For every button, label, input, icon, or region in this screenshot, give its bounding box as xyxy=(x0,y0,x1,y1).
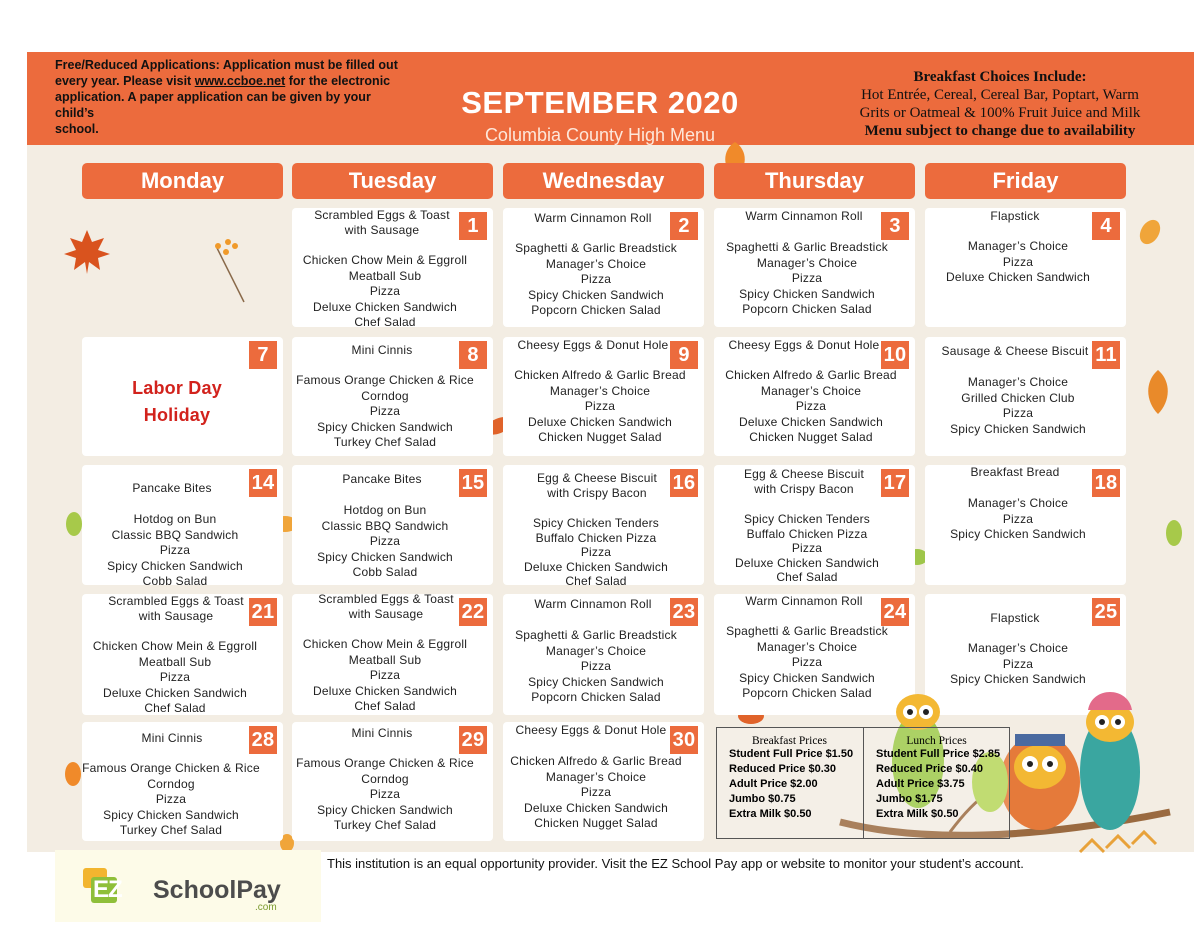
day-number: 24 xyxy=(881,598,909,626)
lunch-items: Spaghetti & Garlic Breadstick Manager’s Choice Pizza Spicy Chicken Sandwich Popcorn Chicken Salad xyxy=(515,628,677,704)
page-subtitle: Columbia County High Menu xyxy=(484,125,716,145)
lunch-items: Famous Orange Chicken & Rice Corndog Pizza Spicy Chicken Sandwich Turkey Chef Salad xyxy=(296,373,474,449)
day-number: 2 xyxy=(670,212,698,240)
day-cell-3 xyxy=(714,208,915,327)
day-cell-22 xyxy=(292,594,493,715)
breakfast-choices-line: Grits or Oatmeal & 100% Fruit Juice and Milk xyxy=(859,105,1141,121)
day-number: 29 xyxy=(459,726,487,754)
day-number: 11 xyxy=(1092,341,1120,369)
lunch-items: Chicken Alfredo & Garlic Bread Manager’s Choice Pizza Deluxe Chicken Sandwich Chicken Nugget Salad xyxy=(514,368,686,444)
breakfast-choices-heading: Breakfast Choices Include: xyxy=(913,69,1087,85)
day-cell-9 xyxy=(503,337,704,456)
ccboe-link[interactable]: www.ccboe.net xyxy=(194,74,286,88)
lunch-items: Manager’s Choice Pizza Spicy Chicken Sandwich xyxy=(950,496,1086,541)
lunch-items: Spicy Chicken Tenders Buffalo Chicken Pizza Pizza Deluxe Chicken Sandwich Chef Salad xyxy=(523,516,668,588)
notice-line: Free/Reduced Applications: Application must be filled out xyxy=(55,58,398,72)
holiday-label: Labor Day Holiday xyxy=(132,378,222,425)
leaf-icon xyxy=(1162,518,1186,548)
price-line: Student Full Price $1.50 xyxy=(729,748,854,760)
price-line: Reduced Price $0.40 xyxy=(876,763,984,775)
day-cell-1 xyxy=(292,208,493,327)
price-line: Adult Price $3.75 xyxy=(876,778,965,790)
breakfast-item: Egg & Cheese Biscuit with Crispy Bacon xyxy=(743,467,865,496)
lunch-items: Chicken Chow Mein & Eggroll Meatball Sub Pizza Deluxe Chicken Sandwich Chef Salad xyxy=(92,639,258,715)
notice-line xyxy=(55,73,405,89)
lunch-items: Chicken Chow Mein & Eggroll Meatball Sub Pizza Deluxe Chicken Sandwich Chef Salad xyxy=(302,253,468,329)
day-header-friday: Friday xyxy=(925,163,1126,199)
lunch-items: Spaghetti & Garlic Breadstick Manager’s Choice Pizza Spicy Chicken Sandwich Popcorn Chicken Salad xyxy=(726,624,888,700)
breakfast-prices-title: Breakfast Prices xyxy=(751,735,828,747)
day-number: 9 xyxy=(670,341,698,369)
breakfast-item: Flapstick xyxy=(990,209,1040,223)
day-number: 10 xyxy=(881,341,909,369)
day-number: 4 xyxy=(1092,212,1120,240)
day-cell-30 xyxy=(503,722,704,841)
day-header-thursday: Thursday xyxy=(714,163,915,199)
day-number: 8 xyxy=(459,341,487,369)
leaf-icon xyxy=(1140,368,1176,416)
breakfast-item: Flapstick xyxy=(990,611,1040,625)
day-cell-2 xyxy=(503,208,704,327)
lunch-items: Famous Orange Chicken & Rice Corndog Pizza Spicy Chicken Sandwich Turkey Chef Salad xyxy=(296,756,474,832)
notice-text: for the electronic xyxy=(285,74,391,88)
day-number: 16 xyxy=(670,469,698,497)
day-cell-18 xyxy=(925,465,1126,585)
logo-domain-text: .com xyxy=(255,902,277,913)
day-cell-11 xyxy=(925,337,1126,456)
day-number: 30 xyxy=(670,726,698,754)
breakfast-item: Scrambled Eggs & Toast with Sausage xyxy=(318,592,454,621)
breakfast-item: Pancake Bites xyxy=(132,481,212,495)
price-line: Student Full Price $2.85 xyxy=(876,748,1001,760)
berry-branch-icon xyxy=(208,236,248,306)
breakfast-item: Egg & Cheese Biscuit with Crispy Bacon xyxy=(536,471,658,500)
day-number: 3 xyxy=(881,212,909,240)
day-number: 22 xyxy=(459,598,487,626)
day-cell-14 xyxy=(82,465,283,588)
breakfast-item: Mini Cinnis xyxy=(351,726,413,740)
day-header-wednesday: Wednesday xyxy=(503,163,704,199)
day-number: 17 xyxy=(881,469,909,497)
breakfast-item: Mini Cinnis xyxy=(351,343,413,357)
breakfast-item: Warm Cinnamon Roll xyxy=(745,594,863,608)
breakfast-choices-line: Hot Entrée, Cereal, Cereal Bar, Poptart, Warm xyxy=(861,87,1139,103)
day-number: 14 xyxy=(249,469,277,497)
breakfast-item: Scrambled Eggs & Toast with Sausage xyxy=(108,594,244,623)
page-title: SEPTEMBER 2020 xyxy=(461,85,739,120)
day-cell-29 xyxy=(292,722,493,841)
breakfast-item: Sausage & Cheese Biscuit xyxy=(941,344,1089,358)
price-line: Jumbo $0.75 xyxy=(729,793,796,805)
lunch-items: Manager’s Choice Grilled Chicken Club Pizza Spicy Chicken Sandwich xyxy=(950,375,1086,436)
notice-line: school. xyxy=(55,122,99,136)
lunch-items: Spaghetti & Garlic Breadstick Manager’s Choice Pizza Spicy Chicken Sandwich Popcorn Chicken Salad xyxy=(515,241,677,317)
day-cell-4 xyxy=(925,208,1126,327)
ezschoolpay-logo[interactable] xyxy=(55,850,321,922)
menu-change-note: Menu subject to change due to availability xyxy=(864,123,1136,139)
breakfast-item: Warm Cinnamon Roll xyxy=(534,211,652,225)
day-cell-21 xyxy=(82,594,283,715)
day-cell-28 xyxy=(82,722,283,841)
lunch-items: Manager’s Choice Pizza Spicy Chicken Sandwich xyxy=(950,641,1086,686)
day-cell-10 xyxy=(714,337,915,456)
notice-line: application. A paper application can be given by your child’s xyxy=(55,90,371,120)
breakfast-item: Warm Cinnamon Roll xyxy=(534,597,652,611)
footer-notice: This institution is an equal opportunity provider. Visit the EZ School Pay app or website to monitor your student’s account. xyxy=(327,856,1024,871)
lunch-items: Manager’s Choice Pizza Deluxe Chicken Sandwich xyxy=(945,239,1090,284)
lunch-items: Spaghetti & Garlic Breadstick Manager’s Choice Pizza Spicy Chicken Sandwich Popcorn Chicken Salad xyxy=(726,240,888,316)
breakfast-item: Pancake Bites xyxy=(342,472,422,486)
price-table xyxy=(716,727,1010,839)
breakfast-item: Warm Cinnamon Roll xyxy=(745,209,863,223)
day-number: 18 xyxy=(1092,469,1120,497)
day-number: 23 xyxy=(670,598,698,626)
day-number: 25 xyxy=(1092,598,1120,626)
breakfast-item: Mini Cinnis xyxy=(141,731,203,745)
day-cell-7 xyxy=(82,337,283,456)
breakfast-choices xyxy=(840,68,1160,140)
day-cell-23 xyxy=(503,594,704,715)
breakfast-item: Cheesy Eggs & Donut Hole xyxy=(515,723,667,737)
breakfast-prices xyxy=(717,728,862,838)
day-cell-15 xyxy=(292,465,493,585)
day-number: 7 xyxy=(249,341,277,369)
day-header-monday: Monday xyxy=(82,163,283,199)
lunch-items: Chicken Alfredo & Garlic Bread Manager’s Choice Pizza Deluxe Chicken Sandwich Chicken Nugget Salad xyxy=(725,368,897,444)
maple-leaf-icon xyxy=(62,228,112,274)
day-number: 1 xyxy=(459,212,487,240)
lunch-items: Spicy Chicken Tenders Buffalo Chicken Pizza Pizza Deluxe Chicken Sandwich Chef Salad xyxy=(734,512,879,584)
leaf-icon xyxy=(1136,218,1164,246)
price-line: Adult Price $2.00 xyxy=(729,778,818,790)
notice-text: every year. Please visit xyxy=(55,74,195,88)
lunch-items: Hotdog on Bun Classic BBQ Sandwich Pizza Spicy Chicken Sandwich Cobb Salad xyxy=(107,512,243,588)
breakfast-item: Scrambled Eggs & Toast with Sausage xyxy=(314,208,450,237)
day-number: 15 xyxy=(459,469,487,497)
day-header-tuesday: Tuesday xyxy=(292,163,493,199)
price-line: Extra Milk $0.50 xyxy=(729,808,812,820)
day-number: 28 xyxy=(249,726,277,754)
day-cell-16 xyxy=(503,465,704,588)
lunch-items: Chicken Chow Mein & Eggroll Meatball Sub Pizza Deluxe Chicken Sandwich Chef Salad xyxy=(302,637,468,713)
price-line: Extra Milk $0.50 xyxy=(876,808,959,820)
day-cell-8 xyxy=(292,337,493,456)
breakfast-item: Cheesy Eggs & Donut Hole xyxy=(517,338,669,352)
day-number: 21 xyxy=(249,598,277,626)
logo-name-text: SchoolPay xyxy=(153,876,281,904)
day-cell-17 xyxy=(714,465,915,585)
price-line: Jumbo $1.75 xyxy=(876,793,943,805)
breakfast-item: Cheesy Eggs & Donut Hole xyxy=(728,338,880,352)
lunch-prices-title: Lunch Prices xyxy=(906,735,967,747)
free-reduced-notice xyxy=(55,57,405,137)
price-line: Reduced Price $0.30 xyxy=(729,763,837,775)
breakfast-item: Breakfast Bread xyxy=(970,465,1060,479)
lunch-items: Chicken Alfredo & Garlic Bread Manager’s Choice Pizza Deluxe Chicken Sandwich Chicken Nugget Salad xyxy=(510,754,682,830)
logo-ez-text: EZ xyxy=(93,876,122,903)
lunch-items: Hotdog on Bun Classic BBQ Sandwich Pizza Spicy Chicken Sandwich Cobb Salad xyxy=(317,503,453,579)
lunch-prices xyxy=(863,728,1009,838)
lunch-items: Famous Orange Chicken & Rice Corndog Pizza Spicy Chicken Sandwich Turkey Chef Salad xyxy=(82,761,260,837)
